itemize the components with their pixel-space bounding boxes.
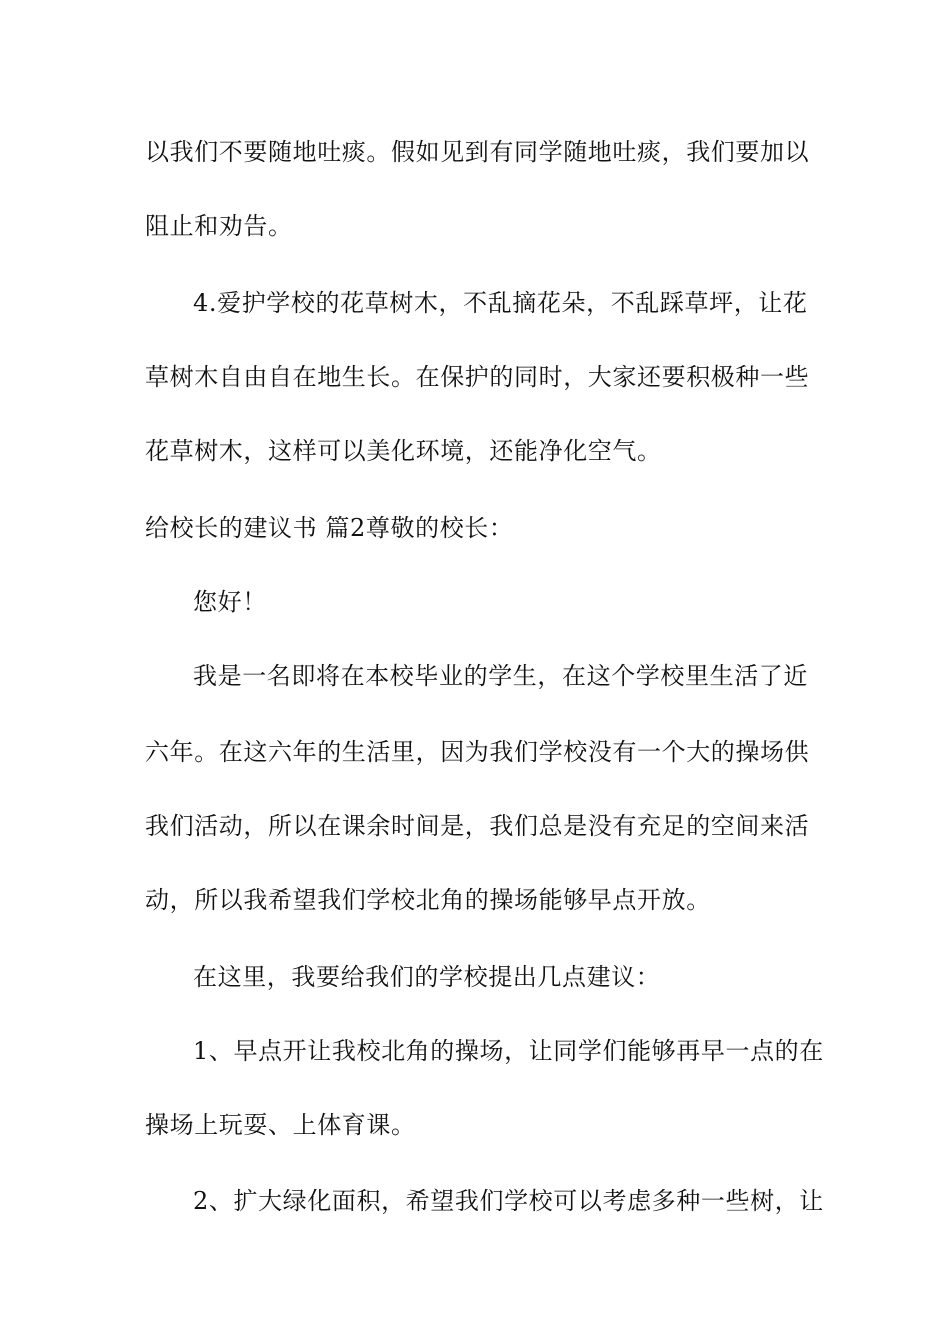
greeting: 您好！ — [193, 588, 267, 616]
section-heading: 给校长的建议书 篇2尊敬的校长： — [145, 514, 514, 542]
text-line: 阻止和劝告。 — [145, 212, 293, 240]
text-line: 操场上玩耍、上体育课。 — [145, 1111, 416, 1139]
text-line: 草树木自由自在地生长。在保护的同时，大家还要积极种一些 — [145, 363, 810, 391]
text-line: 动，所以我希望我们学校北角的操场能够早点开放。 — [145, 886, 711, 914]
text-line: 以我们不要随地吐痰。假如见到有同学随地吐痰，我们要加以 — [145, 138, 810, 166]
text-line: 我们活动，所以在课余时间是，我们总是没有充足的空间来活 — [145, 812, 810, 840]
list-item: 1、早点开让我校北角的操场，让同学们能够再早一点的在 — [193, 1037, 824, 1065]
text-line: 在这里，我要给我们的学校提出几点建议： — [193, 963, 661, 991]
text-line: 六年。在这六年的生活里，因为我们学校没有一个大的操场供 — [145, 738, 810, 766]
text-line: 我是一名即将在本校毕业的学生，在这个学校里生活了近 — [193, 662, 808, 690]
text-line: 花草树木，这样可以美化环境，还能净化空气。 — [145, 437, 662, 465]
text-line: 4.爱护学校的花草树木，不乱摘花朵，不乱踩草坪，让花 — [193, 289, 808, 317]
list-item: 2、扩大绿化面积，希望我们学校可以考虑多种一些树，让 — [193, 1187, 824, 1215]
